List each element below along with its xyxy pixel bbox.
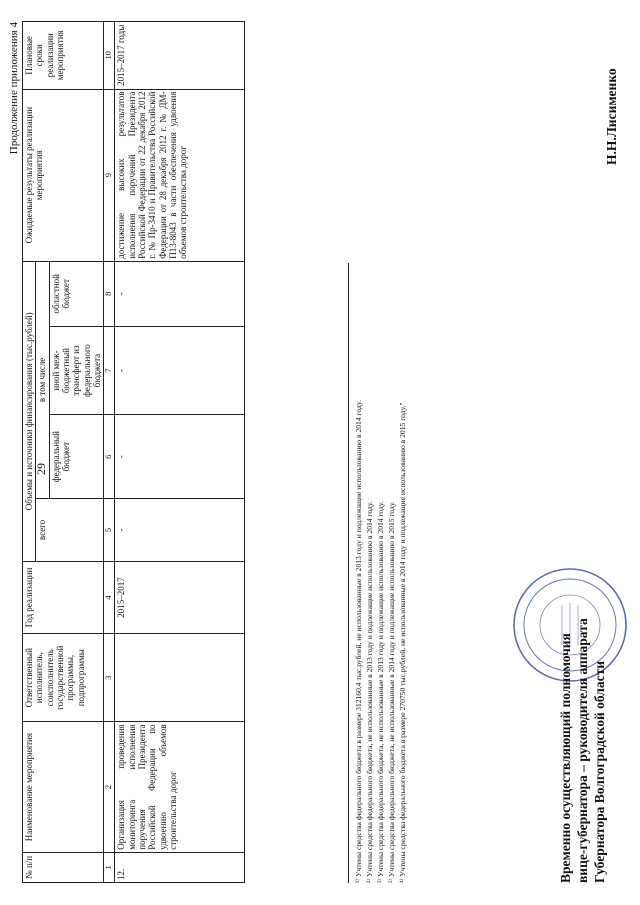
- footnote: ¹⁾ Учтены средства федерального бюджета в размере 312160,4 тыс.рублей, не использованные в 2013 году и подлежащие использованию в 2014 году.: [354, 400, 363, 883]
- page-number: 29: [34, 463, 48, 475]
- column-number: 5: [104, 499, 115, 562]
- row-deadline: 2015–2017 годы: [115, 22, 245, 90]
- column-number-row: [104, 22, 115, 883]
- header-regional: областной бюджет: [49, 261, 104, 326]
- header-name: Наименование мероприятия: [23, 722, 104, 852]
- column-number: 1: [104, 852, 115, 882]
- signature-block: [558, 618, 609, 883]
- header-volumes: Объемы и источники финансирования (тыс.рублей): [23, 261, 36, 561]
- header-transfer: иной меж-бюджетный трансферт из федерального бюджета: [49, 326, 104, 414]
- table-row: [115, 22, 245, 883]
- header-num: № п/п: [23, 852, 104, 882]
- row-responsible: [115, 634, 245, 722]
- column-number: 3: [104, 634, 115, 722]
- footnote: ³⁾ Учтены средства федерального бюджета, не использованные в 2014 году и подлежащие использованию в 2015 году.: [387, 501, 396, 883]
- header-deadlines: Плановые сроки реализации мероприятия: [23, 22, 104, 90]
- row-result: достижение высоких результатов исполнения поручений Президента Российской Федерации от 22 декабря 2012 г. № Пр-3410 и Правительства Российской Федерации от 28 декабря 2012 г. № ДМ-П13-8043 в части обеспечения удвоения объемов строительства дорог: [115, 89, 245, 261]
- footnote: ³⁾ Учтены средства федерального бюджета, не использованные в 2013 году и подлежащие использованию в 2014 году.: [376, 501, 385, 883]
- row-transfer: -: [115, 326, 245, 414]
- row-regional: -: [115, 261, 245, 326]
- column-number: 8: [104, 261, 115, 326]
- signature-line: Временно осуществляющий полномочия: [558, 633, 573, 883]
- column-number: 2: [104, 722, 115, 852]
- header-year: Год реализации: [23, 561, 104, 633]
- column-number: 6: [104, 415, 115, 499]
- signature-line: вице-губернатора – руководителя аппарата: [574, 618, 590, 883]
- row-federal: -: [115, 415, 245, 499]
- row-num: 12.: [115, 852, 245, 882]
- footnote: ⁴⁾ Учтены средства федерального бюджета в размере 270750 тыс.рублей, не использованные в 2014 году и подлежащие использованию в 2015 году.": [398, 402, 407, 883]
- column-number: 9: [104, 89, 115, 261]
- footnote: ²⁾ Учтены средства федерального бюджета, не использованные в 2013 году и подлежащие использованию в 2014 году.: [365, 501, 374, 883]
- header-results: Ожидаемые результаты реализации мероприятия: [23, 89, 104, 261]
- column-number: 10: [104, 22, 115, 90]
- column-number: 7: [104, 326, 115, 414]
- header-federal: федеральный бюджет: [49, 415, 104, 499]
- footnotes: [348, 263, 408, 883]
- row-name: Организация проведения мониторинга исполнения поручения Президента Российской Федерации по удвоению объемов строительства дорог: [115, 722, 245, 852]
- header-responsible: Ответственный исполнитель, соисполнитель государственной программы, подпрограммы: [23, 634, 104, 722]
- row-total: -: [115, 499, 245, 562]
- header-incl: в том числе: [36, 261, 49, 498]
- column-number: 4: [104, 561, 115, 633]
- continuation-note: Продолжение приложения 4: [8, 22, 20, 155]
- measures-table: [22, 21, 245, 883]
- signatory-name: Н.Н.Лисименко: [604, 68, 619, 165]
- signature-line: Губернатора Волгоградской области: [591, 660, 607, 883]
- header-total: всего: [36, 499, 104, 562]
- row-year: 2015–2017: [115, 561, 245, 633]
